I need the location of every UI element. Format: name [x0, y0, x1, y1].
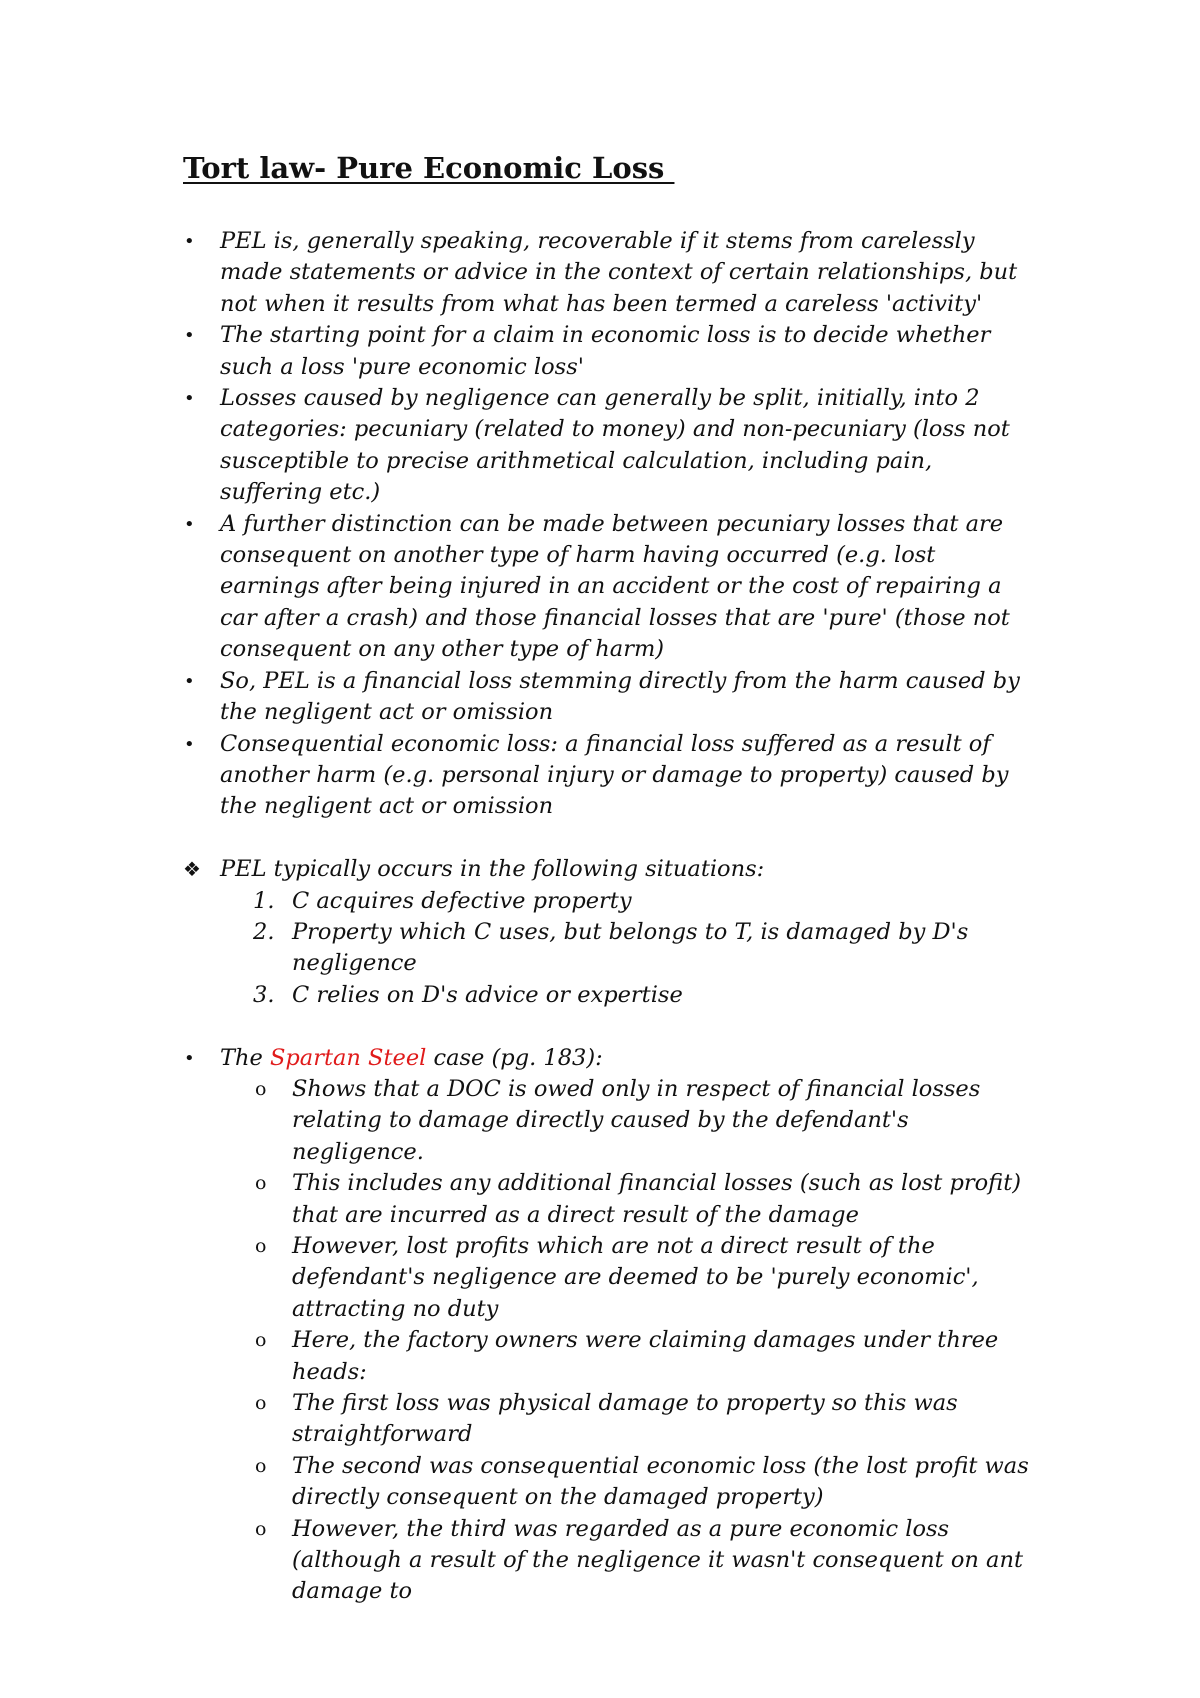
page-title: Tort law- Pure Economic Loss	[183, 151, 675, 185]
list-item-text: Consequential economic loss: a financial loss suffered as a result of another harm (e.g. personal injury or damage to property) caused by the negligent act or omission	[220, 730, 1009, 820]
list-item-text: C relies on D's advice or expertise	[292, 981, 683, 1008]
bullet-icon: •	[184, 670, 195, 692]
sub-list-item	[0, 1231, 1032, 1325]
circle-bullet-icon: o	[255, 1077, 267, 1100]
circle-bullet-icon: o	[255, 1172, 267, 1195]
case-name: Spartan Steel	[269, 1044, 427, 1071]
circle-bullet-icon: o	[255, 1234, 267, 1257]
list-item	[0, 320, 1035, 383]
diamond-bullet-icon: ❖	[183, 857, 201, 882]
intro-bullet-list	[0, 226, 1200, 823]
list-item-text: Losses caused by negligence can generally be split, initially, into 2 categories: pecuniary (related to money) and non-pecuniary (loss not susceptible to precise arithmetical calculation, including pain, suffering etc.)	[220, 385, 1010, 506]
list-item	[0, 729, 1035, 823]
circle-bullet-icon: o	[255, 1454, 267, 1477]
sub-list-item	[0, 1388, 1032, 1451]
sub-list-item	[0, 1325, 1032, 1388]
numbered-item	[0, 980, 1032, 1011]
case-suffix: case (pg. 183):	[426, 1044, 603, 1071]
list-item-text: However, the third was regarded as a pure economic loss (although a result of the negligence it wasn't consequent on ant damage to	[292, 1515, 1023, 1605]
sub-list-item	[0, 1451, 1032, 1514]
circle-bullet-icon: o	[255, 1329, 267, 1352]
list-item-text: A further distinction can be made between pecuniary losses that are consequent on another type of harm having occurred (e.g. lost earnings after being injured in an accident or the cost of repairing a car after a crash) and those financial losses that are 'pure' (those not consequent on any other type of harm)	[220, 510, 1010, 663]
spacer	[0, 823, 1200, 854]
spacer	[0, 1011, 1200, 1042]
list-item-text: Shows that a DOC is owed only in respect of financial losses relating to damage directly caused by the defendant's negligence.	[292, 1075, 981, 1165]
sub-list-item	[0, 1514, 1032, 1608]
situations-heading	[0, 854, 1035, 885]
list-item-text: PEL is, generally speaking, recoverable if it stems from carelessly made statements or advice in the context of certain relationships, but not when it results from what has been termed a careless 'activity'	[220, 228, 1018, 317]
bullet-icon: •	[184, 231, 195, 252]
bullet-icon: •	[184, 733, 195, 755]
item-number: 2.	[253, 918, 275, 945]
situations-numbered-list	[0, 886, 1200, 1012]
numbered-item	[0, 886, 1032, 917]
item-number: 1.	[253, 887, 275, 914]
item-number: 3.	[253, 981, 275, 1008]
case-points-list	[0, 1074, 1200, 1608]
bullet-icon: •	[184, 325, 195, 347]
list-item-text: However, lost profits which are not a direct result of the defendant's negligence are deemed to be 'purely economic', attracting no duty	[292, 1232, 979, 1322]
bullet-icon: •	[184, 1047, 195, 1069]
list-item	[0, 666, 1035, 729]
list-item-text: Here, the factory owners were claiming damages under three heads:	[292, 1327, 999, 1385]
list-item-text: So, PEL is a financial loss stemming directly from the harm caused by the negligent act or omission	[220, 667, 1020, 726]
list-item-text: This includes any additional financial losses (such as lost profit) that are incurred as a direct result of the damage	[292, 1170, 1022, 1228]
circle-bullet-icon: o	[255, 1392, 267, 1414]
list-item	[0, 226, 1035, 320]
list-item-text: The starting point for a claim in economic loss is to decide whether such a loss 'pure economic loss'	[220, 322, 991, 380]
list-item-text: C acquires defective property	[292, 887, 632, 914]
numbered-item	[0, 917, 1032, 980]
bullet-icon: •	[184, 513, 195, 535]
case-prefix: The	[220, 1044, 270, 1071]
sub-list-item	[0, 1074, 1032, 1168]
situations-heading-text: PEL typically occurs in the following situations:	[220, 856, 765, 883]
list-item-text: Property which C uses, but belongs to T, is damaged by D's negligence	[292, 918, 969, 977]
list-item	[0, 509, 1035, 666]
notes-body	[0, 226, 1200, 1608]
list-item-text: The second was consequential economic loss (the lost profit was directly consequent on the damaged property)	[292, 1452, 1029, 1511]
circle-bullet-icon: o	[255, 1517, 267, 1540]
list-item-text: The first loss was physical damage to property so this was straightforward	[292, 1390, 958, 1448]
list-item	[0, 383, 1035, 509]
bullet-icon: •	[184, 388, 195, 410]
case-bullet	[0, 1043, 1035, 1074]
sub-list-item	[0, 1168, 1032, 1231]
